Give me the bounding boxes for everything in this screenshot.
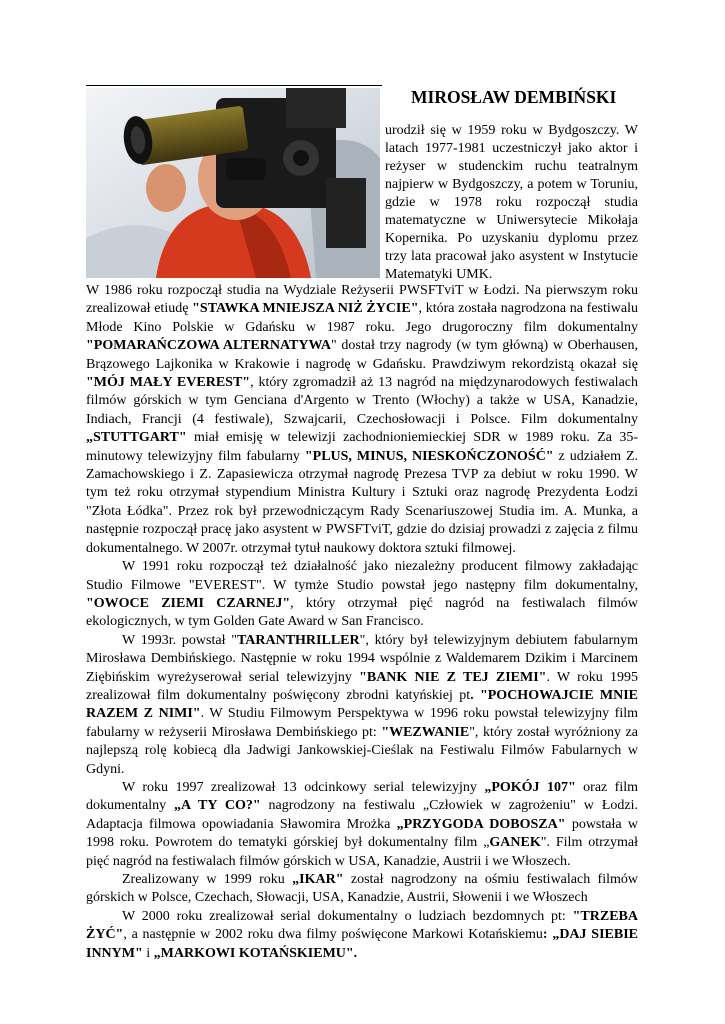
- text-run: W 2000 roku zrealizował serial dokumentalny o ludziach bezdomnych pt:: [122, 908, 573, 924]
- film-title: TARANTHRILLER: [236, 632, 360, 648]
- text-run: , który otrzymał pięć nagród na festiwalach filmów ekologicznych, w tym Golden Gate Award w San Francisco.: [86, 595, 638, 630]
- film-title: "PLUS, MINUS, NIESKOŃCZONOŚĆ": [304, 448, 554, 464]
- text-run: W 1993r. powstał ": [122, 632, 237, 648]
- film-title: "STAWKA MNIEJSZA NIŻ ŻYCIE": [192, 301, 419, 317]
- intro-paragraph: urodził się w 1959 roku w Bydgoszczy. W latach 1977-1981 uczestniczył jako aktor i reżyser w studenckim ruchu teatralnym najpierw w Bydgoszczy, a potem w Toruniu, gdzie w 1978 roku rozpoczął studia matematyczne w Uniwersytecie Mikołaja Kopernika. Po uzyskaniu dyplomu przez trzy lata pracował jako asystent w Instytucie Matematyki UMK.: [385, 123, 638, 282]
- text-run: . W roku 1995 zrealizował film dokumentalny poświęcony zbrodni katyńskiej pt: [86, 669, 639, 703]
- film-title: GANEK: [489, 835, 541, 851]
- film-title: "POMARAŃCZOWA ALTERNATYWA: [86, 338, 332, 354]
- text-run: nagrodzony na festiwalu „Człowiek w zagrożeniu" w Łodzi. Adaptacja filmowa opowiadania Sławomira Mrożka: [86, 798, 638, 832]
- top-rule: [86, 85, 382, 86]
- text-run: ". Film otrzymał pięć nagród na festiwalach filmów górskich w USA, Kanadzie, Austrii i we Włoszech.: [86, 835, 638, 869]
- paragraph: [86, 558, 638, 632]
- film-title: "WEZWANIE: [381, 724, 470, 740]
- page-title: MIROSŁAW DEMBIŃSKI: [411, 87, 617, 107]
- text-run: oraz film dokumentalny: [86, 779, 639, 814]
- paragraph: [86, 871, 638, 908]
- film-title: : „DAJ SIEBIE INNYM": [86, 927, 638, 961]
- text-run: " dostał trzy nagrody (w tym główną) w Oberhausen, Brązowego Lajkonika w Krakowie i nagrodę w Gdańsku. Prawdziwym rekordzistą okazał się: [86, 338, 639, 372]
- article-body: [86, 282, 638, 963]
- text-run: W 1986 roku rozpoczął studia na Wydziale Reżyserii PWSFTviT w Łodzi. Na pierwszym roku zrealizował etiudę: [86, 283, 638, 317]
- film-title: „MARKOWI KOTAŃSKIEMU".: [153, 945, 358, 961]
- paragraph: [86, 779, 638, 871]
- paragraph: [86, 282, 638, 558]
- film-title: . "POCHOWAJCIE MNIE RAZEM Z NIMI": [86, 687, 638, 722]
- film-title: „POKÓJ 107": [484, 779, 576, 795]
- film-title: „PRZYGODA DOBOSZA": [396, 816, 566, 832]
- portrait-photo: [86, 88, 380, 278]
- text-run: , a następnie w 2002 roku dwa filmy poświęcone Markowi Kotańskiemu: [123, 927, 543, 943]
- text-run: ", który został wyróżniony za najlepszą rolę kobiecą dla Jadwigi Jankowskiej-Cieślak na Festiwalu Filmów Fabularnych w Gdyni.: [86, 724, 638, 777]
- text-run: W roku 1997 zrealizował 13 odcinkowy serial telewizyjny: [122, 779, 485, 795]
- text-run: , która została nagrodzona na festiwalu Młode Kino Polskie w Gdańsku w 1987 roku. Jego drugoroczny film dokumentalny: [86, 301, 639, 335]
- text-run: ", który był telewizyjnym debiutem fabularnym Mirosława Dembińskiego. Następnie w roku 1994 wspólnie z Waldemarem Dzikim i Marcinem Ziębińskim wyreżyserował serial telewizyjny: [86, 632, 639, 685]
- paragraph: [86, 632, 638, 779]
- text-run: Zrealizowany w 1999 roku: [122, 872, 293, 887]
- text-run: z udziałem Z. Zamachowskiego i Z. Zapasiewicza otrzymał nagrodę Prezesa TVP za debiut w roku 1990. W tym też roku otrzymał stypendium Ministra Kultury i Sztuki oraz nagrodę Prezydenta Łodzi "Złota Łódka". Przez rok był przewodniczącym Rady Scenariuszowej Studia im. A. Munka, a następnie rozpoczął pracę jako asystent w PWSFTviT, gdzie do dzisiaj prowadzi z zajęcia z filmu dokumentalnego. W 2007r. otrzymał tytuł naukowy doktora sztuki filmowej.: [86, 448, 639, 556]
- film-title: "MÓJ MAŁY EVEREST": [86, 375, 251, 391]
- text-run: został nagrodzony na ośmiu festiwalach filmów górskich w Polsce, Czechach, Słowacji, USA, Kanadzie, Austrii, Słowenii i we Włoszech: [86, 872, 639, 906]
- film-title: „STUTTGART": [86, 430, 187, 446]
- paragraph: [86, 908, 638, 963]
- film-title: „A TY CO?": [174, 798, 261, 814]
- text-run: i: [142, 945, 154, 961]
- film-title: "OWOCE ZIEMI CZARNEJ": [86, 595, 291, 611]
- text-run: , który zgromadził aż 13 nagród na międzynarodowych festiwalach filmów górskich w tym Genciana d'Argento w Trento (Włochy) a także w USA, Kanadzie, Indiach, Francji (4 festiwale), Szwajcarii, Czechosłowacji i Polsce. Film dokumentalny: [86, 375, 638, 427]
- text-run: powstała w 1998 roku. Powrotem do tematyki górskiej był dokumentalny film „: [86, 816, 638, 851]
- film-title: "BANK NIE Z TEJ ZIEMI": [359, 669, 547, 685]
- film-title: "TRZEBA ŻYĆ": [86, 908, 638, 943]
- text-run: W 1991 roku rozpoczął też działalność jako niezależny producent filmowy zakładając Studio Filmowe "EVEREST". W tymże Studio powstał jego następny film dokumentalny,: [86, 559, 638, 593]
- text-run: . W Studiu Filmowym Perspektywa w 1996 roku powstał telewizyjny film fabularny w reżyserii Mirosława Dembińskiego pt:: [86, 706, 638, 740]
- text-run: miał emisję w telewizji zachodnioniemieckiej SDR w 1989 roku. Za 35-minutowy telewizyjny film fabularny: [86, 430, 638, 464]
- film-title: „IKAR": [292, 872, 344, 887]
